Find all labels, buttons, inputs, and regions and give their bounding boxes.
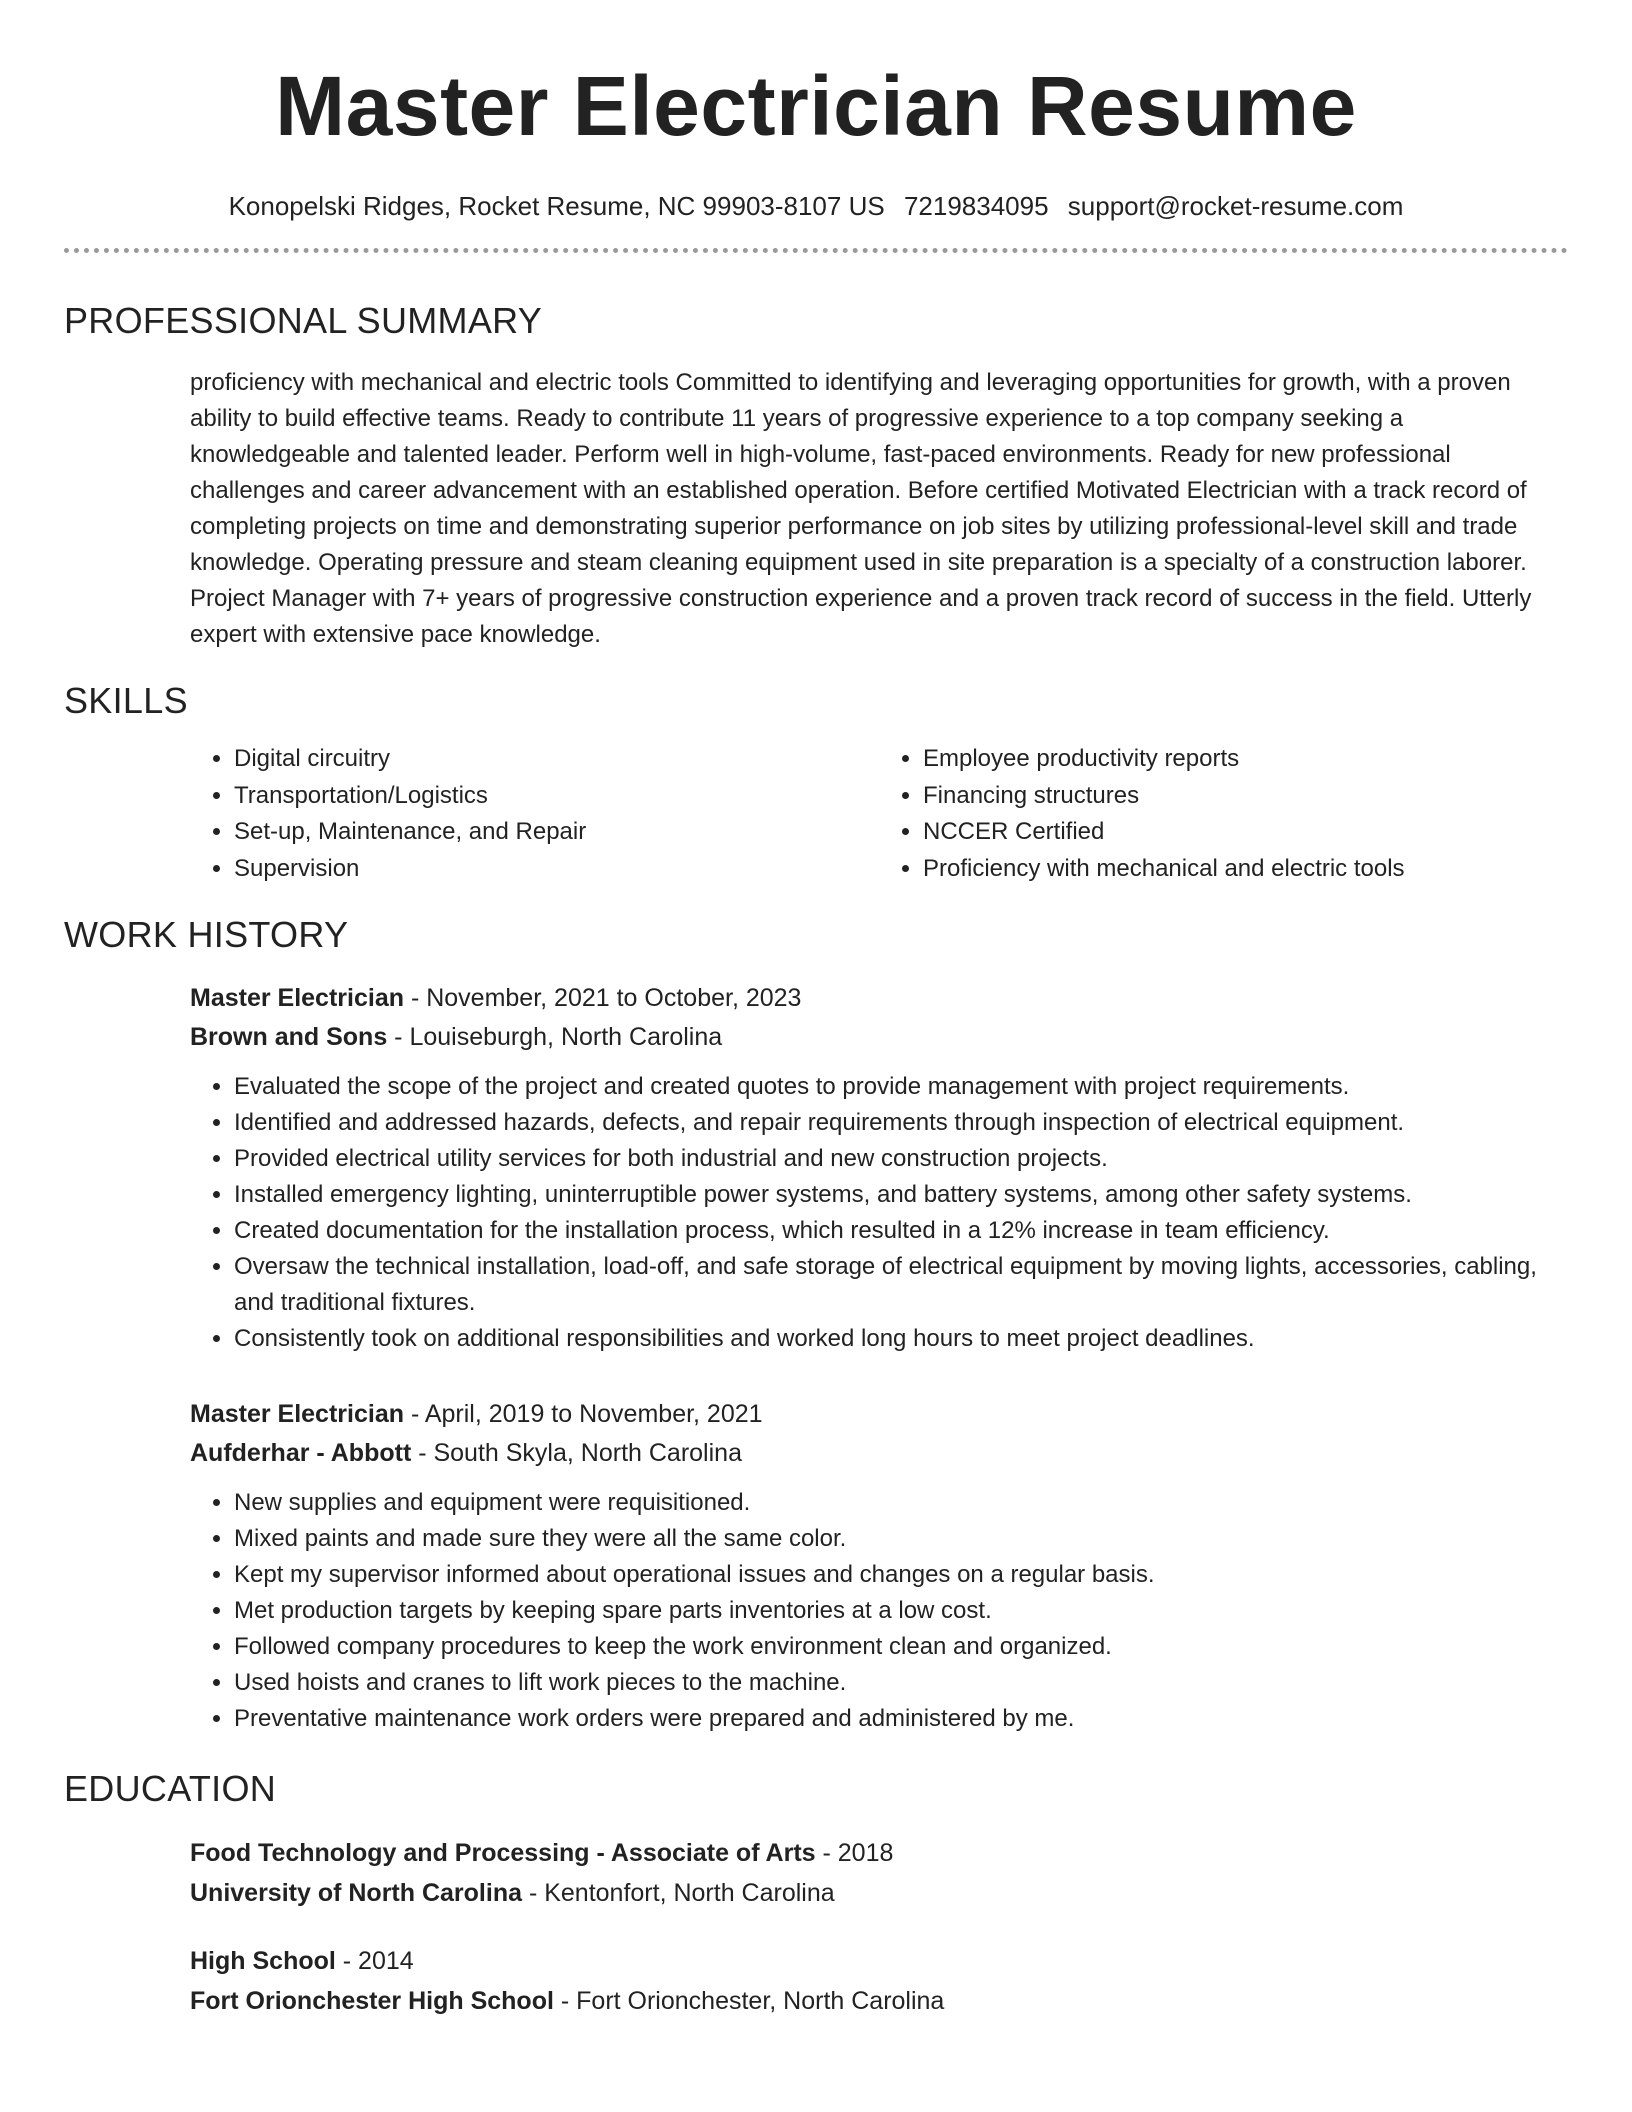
job-duty: • Evaluated the scope of the project and created quotes to provide management with project requirements.	[234, 1069, 1568, 1105]
education-school-line	[190, 1981, 1568, 2021]
job-location: - South Skyla, North Carolina	[411, 1439, 742, 1467]
job-duty: • Oversaw the technical installation, load-off, and safe storage of electrical equipment by moving lights, accessories, cabling, and traditional fixtures.	[234, 1249, 1568, 1321]
header-divider	[64, 248, 1568, 253]
skill-item: • Employee productivity reports	[923, 741, 1568, 778]
job-duty: • Used hoists and cranes to lift work pieces to the machine.	[234, 1665, 1568, 1701]
education-school: University of North Carolina	[190, 1879, 522, 1907]
job-duty: • Kept my supervisor informed about operational issues and changes on a regular basis.	[234, 1557, 1568, 1593]
education-school: Fort Orionchester High School	[190, 1987, 554, 2015]
job-duties	[190, 1069, 1568, 1357]
skill-item: • Supervision	[234, 851, 879, 888]
education-entry	[190, 1941, 1568, 2021]
job-duties	[190, 1485, 1568, 1737]
skill-item: • NCCER Certified	[923, 814, 1568, 851]
job-company-line	[190, 1018, 1568, 1057]
contact-email: support@rocket-resume.com	[1067, 191, 1404, 221]
job-duty: • Preventative maintenance work orders were prepared and administered by me.	[234, 1701, 1568, 1737]
contact-phone: 7219834095	[903, 191, 1049, 221]
resume-title: Master Electrician Resume	[275, 59, 1357, 153]
skill-item: • Proficiency with mechanical and electric tools	[923, 851, 1568, 888]
job-duty: • Installed emergency lighting, uninterruptible power systems, and battery systems, among other safety systems.	[234, 1177, 1568, 1213]
education-location: - Kentonfort, North Carolina	[522, 1879, 835, 1907]
job-entry	[190, 979, 1568, 1357]
skill-item: • Financing structures	[923, 778, 1568, 815]
job-entry	[190, 1395, 1568, 1737]
education-degree-line	[190, 1941, 1568, 1981]
skills-list	[190, 741, 1568, 887]
skills-heading: SKILLS	[64, 680, 188, 721]
summary-heading: PROFESSIONAL SUMMARY	[64, 300, 543, 341]
contact-line	[64, 190, 1568, 222]
work-history-heading: WORK HISTORY	[64, 914, 349, 955]
education-degree: High School	[190, 1947, 336, 1975]
job-duty: • Mixed paints and made sure they were all the same color.	[234, 1521, 1568, 1557]
job-title-line	[190, 979, 1568, 1018]
skills-column-left	[190, 741, 879, 887]
job-duty: • Created documentation for the installation process, which resulted in a 12% increase in team efficiency.	[234, 1213, 1568, 1249]
contact-address: Konopelski Ridges, Rocket Resume, NC 99903-8107 US	[228, 191, 885, 221]
job-title: Master Electrician	[190, 1400, 404, 1428]
job-duty: • New supplies and equipment were requisitioned.	[234, 1485, 1568, 1521]
job-duty: • Identified and addressed hazards, defects, and repair requirements through inspection of electrical equipment.	[234, 1105, 1568, 1141]
job-company: Aufderhar - Abbott	[190, 1439, 412, 1467]
job-duty: • Met production targets by keeping spare parts inventories at a low cost.	[234, 1593, 1568, 1629]
job-duty: • Provided electrical utility services for both industrial and new construction projects.	[234, 1141, 1568, 1177]
education-year: - 2014	[335, 1947, 414, 1975]
skill-item: • Digital circuitry	[234, 741, 879, 778]
job-location: - Louiseburgh, North Carolina	[387, 1023, 723, 1051]
education-location: - Fort Orionchester, North Carolina	[553, 1987, 945, 2015]
job-company-line	[190, 1434, 1568, 1473]
summary-text: proficiency with mechanical and electric tools Committed to identifying and leveraging opportunities for growth, with a proven ability to build effective teams. Ready to contribute 11 years of progressive experience to a top company seeking a knowledgeable and talented leader. Perform well in high-volume, fast-paced environments. Ready for new professional challenges and career advancement with an established operation. Before certified Motivated Electrician with a track record of completing projects on time and demonstrating superior performance on job sites by utilizing professional-level skill and trade knowledge. Operating pressure and steam cleaning equipment used in site preparation is a specialty of a construction laborer. Project Manager with 7+ years of progressive construction experience and a proven track record of success in the field. Utterly expert with extensive pace knowledge.	[190, 369, 1532, 648]
skill-item: • Transportation/Logistics	[234, 778, 879, 815]
education-degree-line	[190, 1833, 1568, 1873]
job-duty: • Followed company procedures to keep the work environment clean and organized.	[234, 1629, 1568, 1665]
education-degree: Food Technology and Processing - Associate of Arts	[190, 1839, 816, 1867]
job-duty: • Consistently took on additional responsibilities and worked long hours to meet project deadlines.	[234, 1321, 1568, 1357]
skill-item: • Set-up, Maintenance, and Repair	[234, 814, 879, 851]
job-company: Brown and Sons	[190, 1023, 388, 1051]
education-entry	[190, 1833, 1568, 1913]
job-dates: - November, 2021 to October, 2023	[404, 984, 802, 1012]
skills-column-right	[879, 741, 1568, 887]
education-school-line	[190, 1873, 1568, 1913]
education-year: - 2018	[815, 1839, 894, 1867]
job-dates: - April, 2019 to November, 2021	[404, 1400, 763, 1428]
education-heading: EDUCATION	[64, 1768, 277, 1809]
job-title: Master Electrician	[190, 984, 404, 1012]
job-title-line	[190, 1395, 1568, 1434]
